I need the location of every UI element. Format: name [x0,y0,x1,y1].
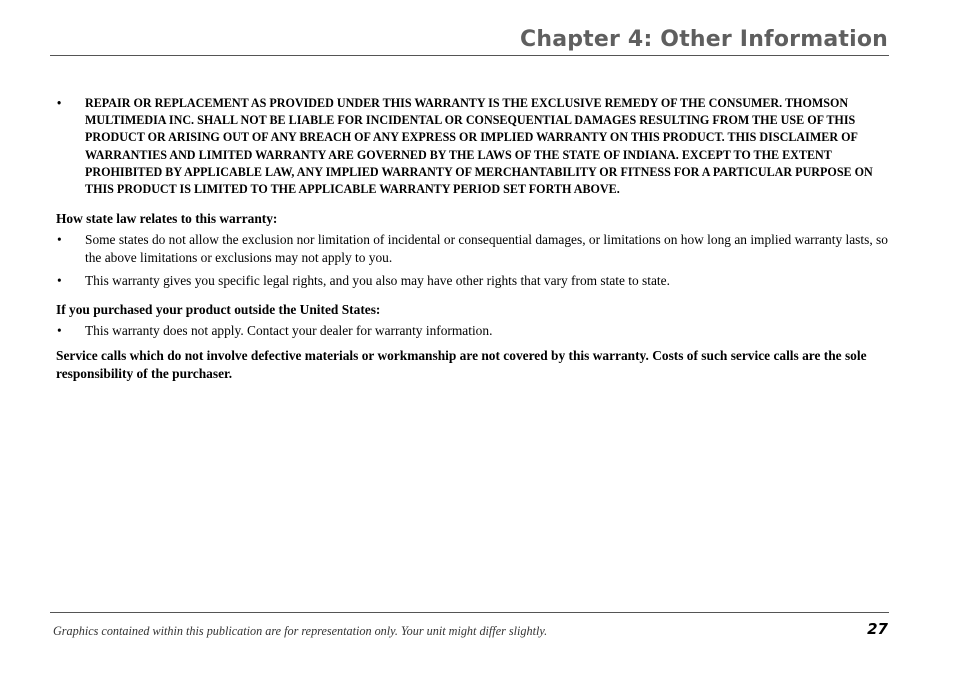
list-item [56,272,894,289]
remedy-paragraph [56,95,894,198]
bullet-icon: • [57,272,62,288]
footer-disclaimer: Graphics contained within this publication are for representation only. Your unit might differ slightly. [53,624,548,638]
list-item-text: Some states do not allow the exclusion nor limitation of incidental or consequential damages, or limitations on how long an implied warranty lasts, so the above limitations or exclusions may not apply to you. [85,232,888,265]
remedy-text: REPAIR OR REPLACEMENT AS PROVIDED UNDER THIS WARRANTY IS THE EXCLUSIVE REMEDY OF THE CONSUMER. THOMSON MULTIMEDIA INC. SHALL NOT BE LIABLE FOR INCIDENTAL OR CONSEQUENTIAL DAMAGES RESULTING FROM THE USE OF THIS PRODUCT OR ARISING OUT OF ANY BREACH OF ANY EXPRESS OR IMPLIED WARRANTY ON THIS PRODUCT. THIS DISCLAIMER OF WARRANTIES AND LIMITED WARRANTY ARE GOVERNED BY THE LAWS OF THE STATE OF INDIANA. EXCEPT TO THE EXTENT PROHIBITED BY APPLICABLE LAW, ANY IMPLIED WARRANTY OF MERCHANTABILITY OR FITNESS FOR A PARTICULAR PURPOSE ON THIS PRODUCT IS LIMITED TO THE APPLICABLE WARRANTY PERIOD SET FORTH ABOVE. [85,96,873,197]
bullet-icon: • [57,323,62,339]
list-item [56,231,894,265]
outside-us-heading: If you purchased your product outside the United States: [56,302,381,318]
footer-divider [50,612,889,613]
state-law-heading: How state law relates to this warranty: [56,211,278,227]
bullet-icon: • [57,232,62,248]
service-calls-paragraph: Service calls which do not involve defective materials or workmanship are not covered by this warranty. Costs of such service calls are the sole responsibility of the purchaser. [56,348,867,381]
page-content [56,95,894,382]
list-item [56,322,894,339]
list-item-text: This warranty does not apply. Contact your dealer for warranty information. [85,323,493,339]
page-title: Chapter 4: Other Information [519,27,888,52]
bullet-icon: • [57,96,62,110]
page-number: 27 [867,620,888,638]
list-item-text: This warranty gives you specific legal rights, and you also may have other rights that vary from state to state. [85,272,670,288]
header-divider [50,55,889,56]
